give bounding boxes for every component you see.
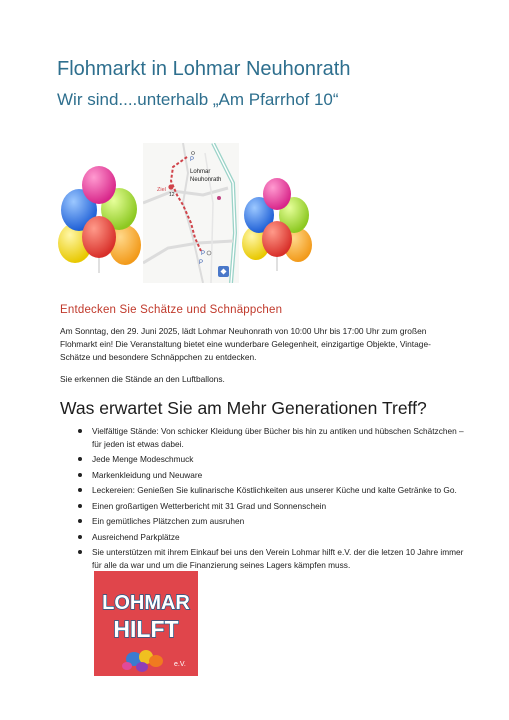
ziel-marker bbox=[168, 184, 173, 189]
list-item: Ausreichend Parkplätze bbox=[75, 531, 465, 544]
parking-marker: P bbox=[190, 157, 195, 163]
bullet-icon bbox=[78, 457, 82, 461]
list-item: Jede Menge Modeschmuck bbox=[75, 453, 465, 466]
bullet-icon bbox=[78, 535, 82, 539]
map-label-lohmar: Lohmar bbox=[190, 169, 211, 175]
map-label-house-number: 12 bbox=[169, 192, 175, 198]
location-map bbox=[143, 143, 239, 283]
list-item: Leckereien: Genießen Sie kulinarische Köstlichkeiten aus unserer Küche und kalte Getränke to Go. bbox=[75, 484, 465, 497]
parking-marker: P bbox=[199, 260, 204, 266]
section-heading-discover: Entdecken Sie Schätze und Schnäppchen bbox=[60, 304, 283, 316]
page-subtitle: Wir sind....unterhalb „Am Pfarrhof 10“ bbox=[57, 90, 339, 109]
list-item: Einen großartigen Wetterbericht mit 31 Grad und Sonnenschein bbox=[75, 500, 465, 513]
list-item: Sie unterstützen mit ihrem Einkauf bei uns den Verein Lohmar hilft e.V. der die letzen 10 Jahre immer für alle da war und um die Finanzierung seines Lagers kämpfen muss. bbox=[75, 546, 465, 571]
bullet-icon bbox=[78, 488, 82, 492]
balloon-red bbox=[82, 216, 116, 258]
bullet-icon bbox=[78, 504, 82, 508]
page-title: Flohmarkt in Lohmar Neuhonrath bbox=[57, 58, 351, 80]
map-label-ziel: Ziel bbox=[157, 187, 166, 193]
bullet-icon bbox=[78, 473, 82, 477]
list-item: Ein gemütliches Plätzchen zum ausruhen bbox=[75, 515, 465, 528]
logo-text-ev: e.V. bbox=[174, 661, 186, 668]
list-item: Vielfältige Stände: Von schicker Kleidung über Bücher bis hin zu antiken und hübschen Schätzchen – für jeden ist etwas dabei. bbox=[75, 425, 465, 450]
parking-marker: P bbox=[201, 251, 206, 257]
bullet-icon bbox=[78, 519, 82, 523]
logo-text-hilft: HILFT bbox=[113, 616, 179, 642]
balloons-right-image bbox=[240, 177, 315, 272]
balloon-red bbox=[262, 221, 292, 257]
logo-text-lohmar: LOHMAR bbox=[102, 592, 190, 614]
balloon-note-paragraph: Sie erkennen die Stände an den Luftballons. bbox=[60, 374, 225, 384]
bullet-icon bbox=[78, 550, 82, 554]
balloon-pink bbox=[82, 166, 116, 204]
intro-paragraph: Am Sonntag, den 29. Juni 2025, lädt Lohmar Neuhonrath von 10:00 Uhr bis 17:00 Uhr zum großen Flohmarkt ein! Die Veranstaltung bietet eine wunderbare Gelegenheit, einzigartige Objekte, Vintage-Schätze und besondere Schnäppchen zu entdecken. bbox=[60, 326, 431, 362]
section-heading-expectations: Was erwartet Sie am Mehr Generationen Treff? bbox=[60, 398, 427, 418]
list-item: Markenkleidung und Neuware bbox=[75, 469, 465, 482]
map-label-neuhonrath: Neuhonrath bbox=[190, 177, 222, 183]
expectations-list bbox=[75, 425, 465, 574]
lohmar-hilft-logo bbox=[94, 571, 198, 676]
balloons-left-image bbox=[55, 165, 145, 275]
bullet-icon bbox=[78, 429, 82, 433]
balloon-pink bbox=[263, 178, 291, 210]
